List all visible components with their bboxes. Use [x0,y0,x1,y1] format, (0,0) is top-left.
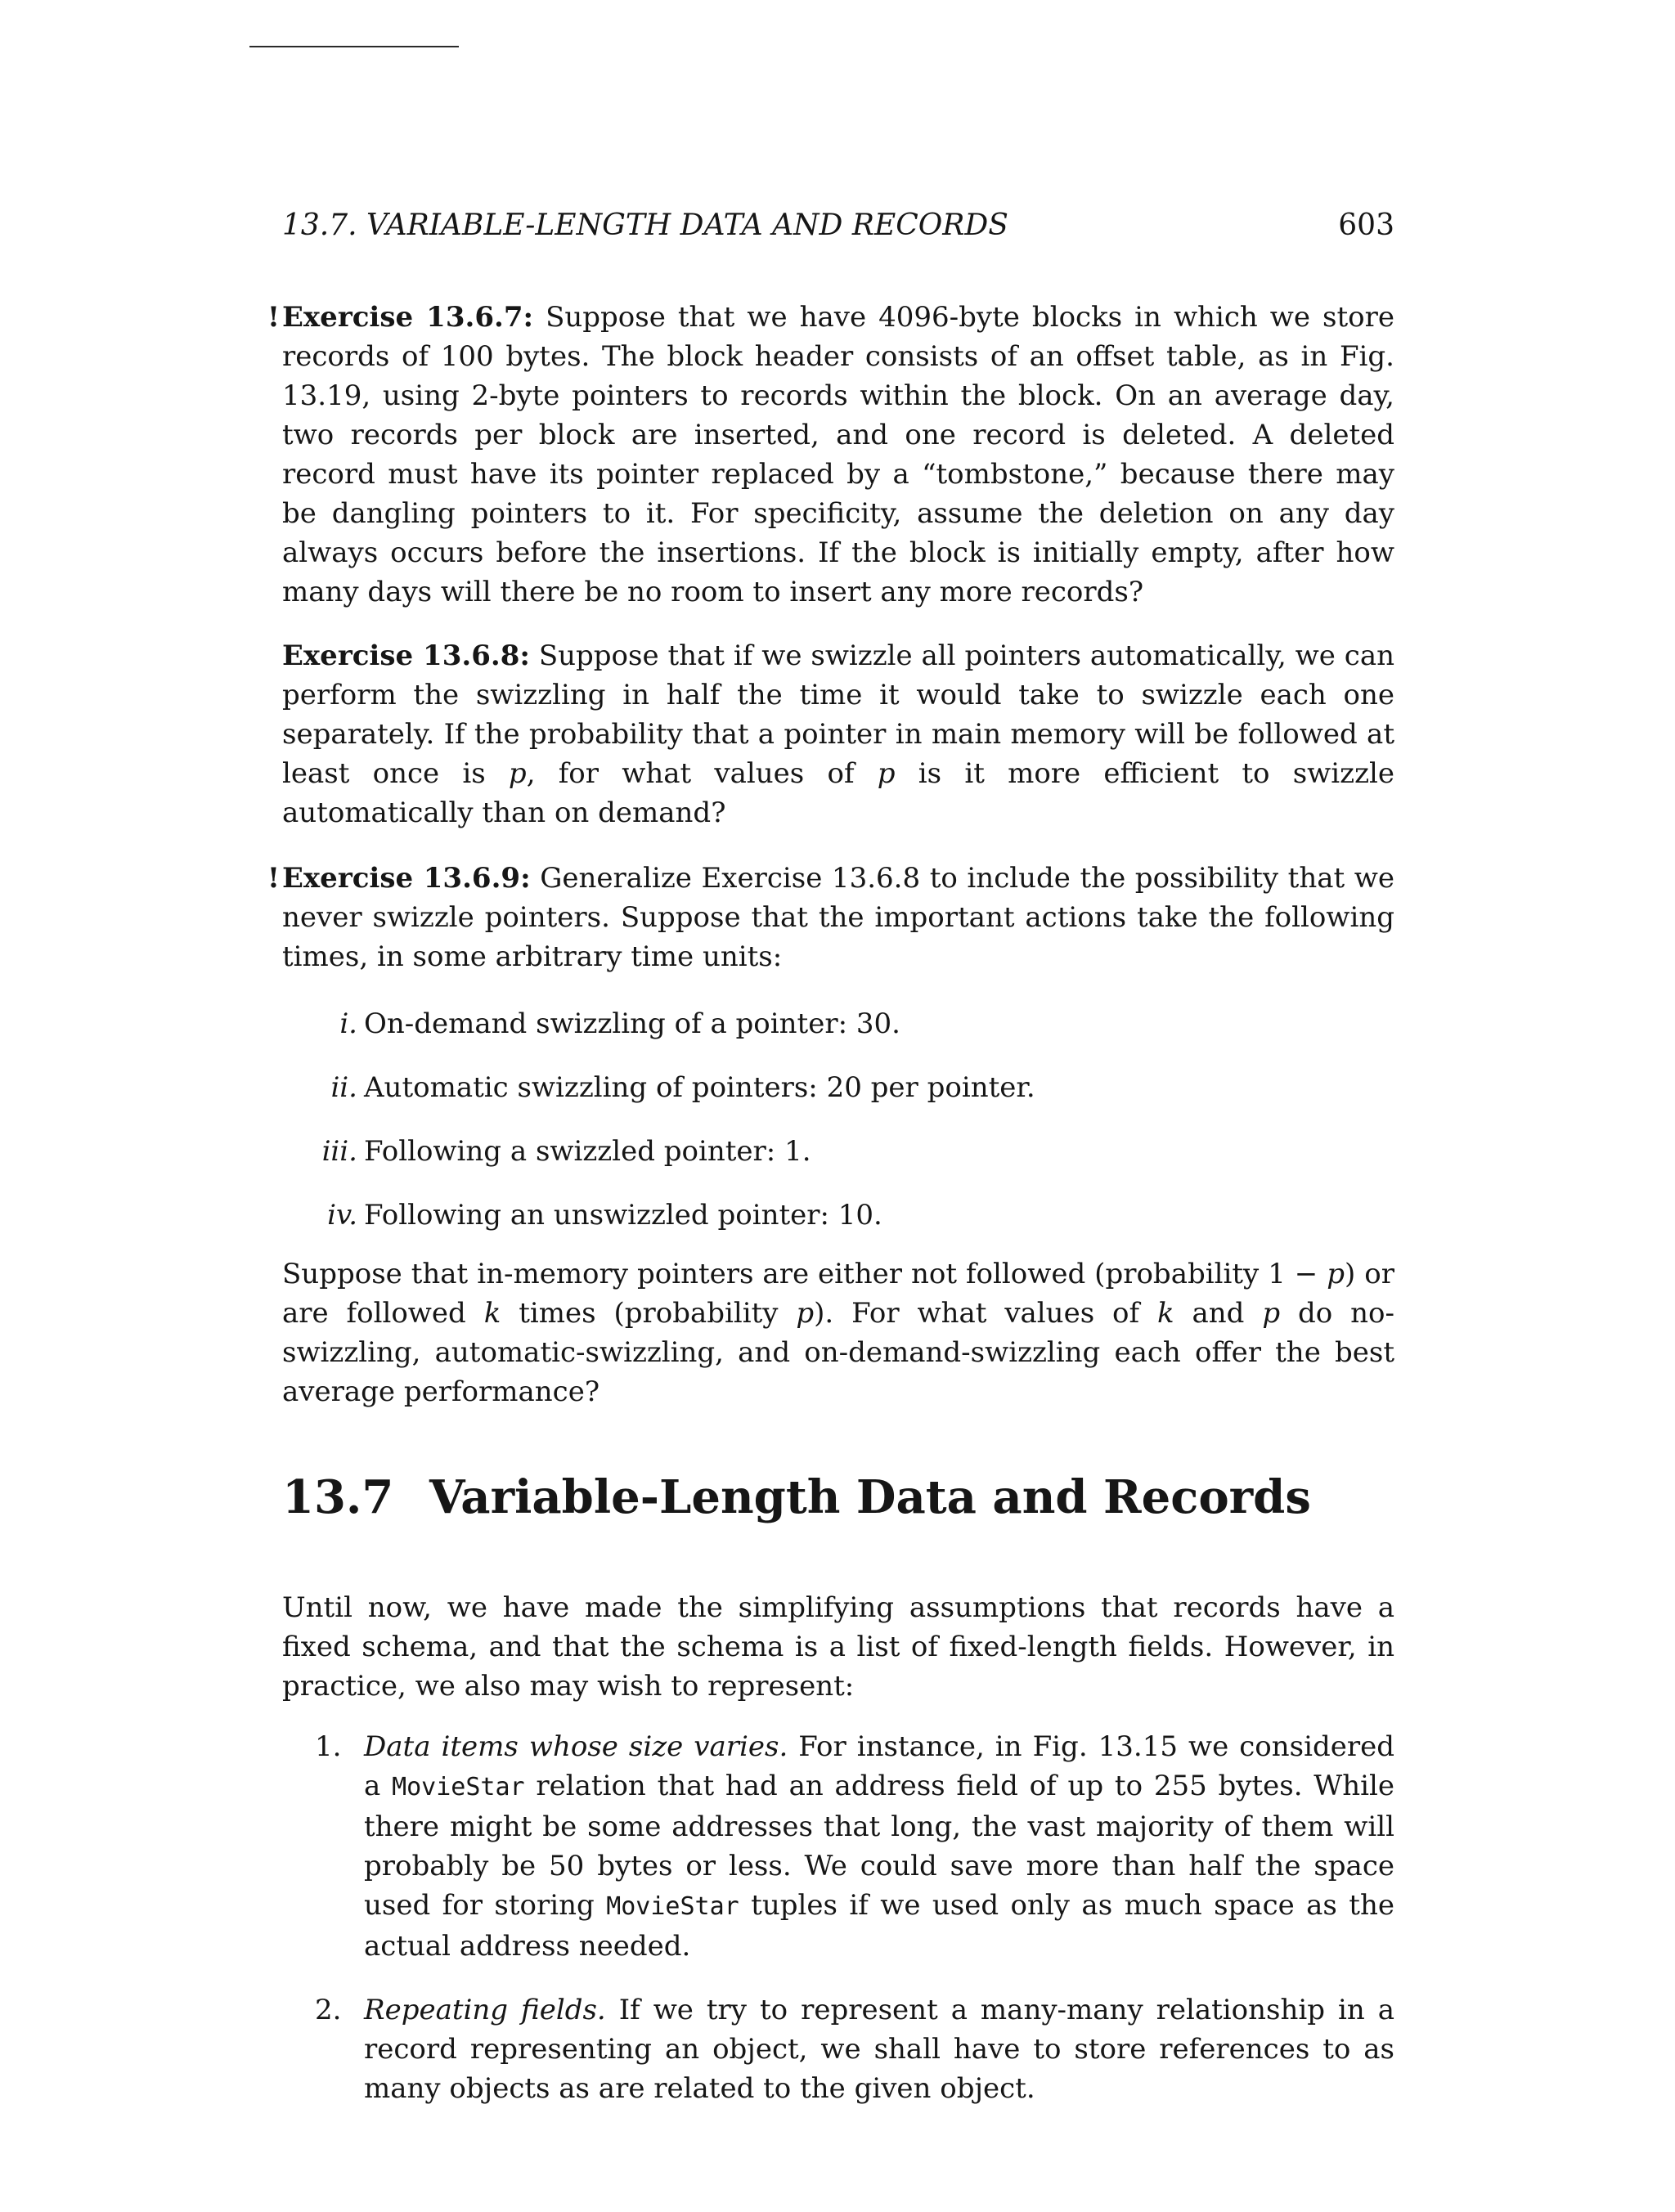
variable-p: p [796,1297,815,1330]
section-heading [282,1469,1311,1526]
item-number: iii. [321,1135,357,1168]
code-moviestar: MovieStar [392,1773,525,1801]
item-number: iv. [327,1199,357,1232]
exercise-text: Suppose that we have 4096-byte blocks in which we store records of 100 bytes. The block header consists of an offset table, as in Fig. 13.19, using 2-byte pointers to records within the block. On an average day, two records per block are inserted, and one record is deleted. A deleted record must have its pointer replaced by a “tombstone,” because there may be dangling pointers to it. For specificity, assume the deletion on any day always occurs before the insertions. If the block is initially empty, after how many days will there be no room to insert any more records? [282,301,1394,608]
item-number: 2. [315,1994,342,2026]
item-text: On-demand swizzling of a pointer: 30. [364,1007,900,1040]
top-rule [249,46,459,47]
list-item [282,1727,1394,1966]
roman-list [282,1004,1394,1259]
item-text: relation that had an address field of up to 255 bytes. While there might be some addresses that long, the vast majority of them will probably be 50 bytes or less. We could save more than half the space used for storing [364,1770,1395,1922]
section-number: 13.7 [282,1470,394,1524]
list-item [282,1068,1394,1132]
running-head-title: 13.7. VARIABLE-LENGTH DATA AND RECORDS [282,209,1008,242]
list-item [282,1004,1394,1068]
variable-p: p [508,757,527,790]
variable-p: p [877,757,896,790]
code-moviestar: MovieStar [606,1892,739,1921]
page-number: 603 [1338,209,1394,242]
item-text: tuples if we used only as much space as the actual address needed. [364,1889,1394,1963]
exercise-label: Exercise 13.6.8: [282,639,530,672]
exercise-text: , for what values of [526,757,878,790]
variable-k: k [483,1297,501,1330]
variable-k: k [1156,1297,1174,1330]
item-text: If we try to represent a many-many relationship in a record representing an object, we shall have to store references to as many objects as are related to the given object. [364,1994,1395,2105]
list-item [282,1132,1394,1196]
list-item [282,1196,1394,1259]
item-number: i. [339,1007,357,1040]
item-text: Automatic swizzling of pointers: 20 per pointer. [364,1071,1035,1104]
numbered-list [282,1727,1394,2108]
exercise-label: Exercise 13.6.9: [282,862,531,895]
section-intro [282,1588,1394,1706]
followup-text: ) or are followed [282,1258,1395,1330]
followup-text: Suppose that in-memory pointers are either not followed (probability 1 − [282,1258,1327,1290]
followup-text: and [1174,1297,1263,1330]
exercise-13-6-8 [282,636,1394,832]
exercise-text: Generalize Exercise 13.6.8 to include the possibility that we never swizzle pointers. Suppose that the important actions take the following times, in some arbitrary time units: [282,862,1395,973]
exercise-text: Suppose that if we swizzle all pointers automatically, we can perform the swizzling in half the time it would take to swizzle each one separately. If the probability that a pointer in main memory will be followed at least once is [282,639,1394,790]
intro-text: Until now, we have made the simplifying assumptions that records have a fixed schema, and that the schema is a list of fixed-length fields. However, in practice, we also may wish to represent: [282,1591,1394,1703]
list-item [282,1990,1394,2108]
followup-text: ). For what values of [814,1297,1157,1330]
running-head [282,206,1394,245]
followup-text: times (probability [501,1297,797,1330]
item-text: Following a swizzled pointer: 1. [364,1135,811,1168]
variable-p: p [1327,1258,1345,1290]
difficulty-mark: ! [267,862,280,895]
item-lead: Data items whose size varies. [364,1730,788,1763]
item-text: For instance, in Fig. 13.15 we considered a [364,1730,1394,1802]
section-title: Variable-Length Data and Records [429,1470,1311,1524]
item-lead: Repeating fields. [364,1994,606,2026]
exercise-13-6-7 [267,298,1394,612]
item-text: Following an unswizzled pointer: 10. [364,1199,882,1232]
exercise-13-6-9-followup [282,1254,1394,1411]
exercise-label: Exercise 13.6.7: [282,301,534,334]
item-number: ii. [330,1071,357,1104]
exercise-13-6-9 [267,859,1395,976]
followup-text: do no-swizzling, automatic-swizzling, and on-demand-swizzling each offer the best average performance? [282,1297,1394,1408]
variable-p: p [1262,1297,1281,1330]
exercise-text: is it more efficient to swizzle automatically than on demand? [282,757,1394,829]
item-number: 1. [315,1730,342,1763]
difficulty-mark: ! [267,301,280,334]
